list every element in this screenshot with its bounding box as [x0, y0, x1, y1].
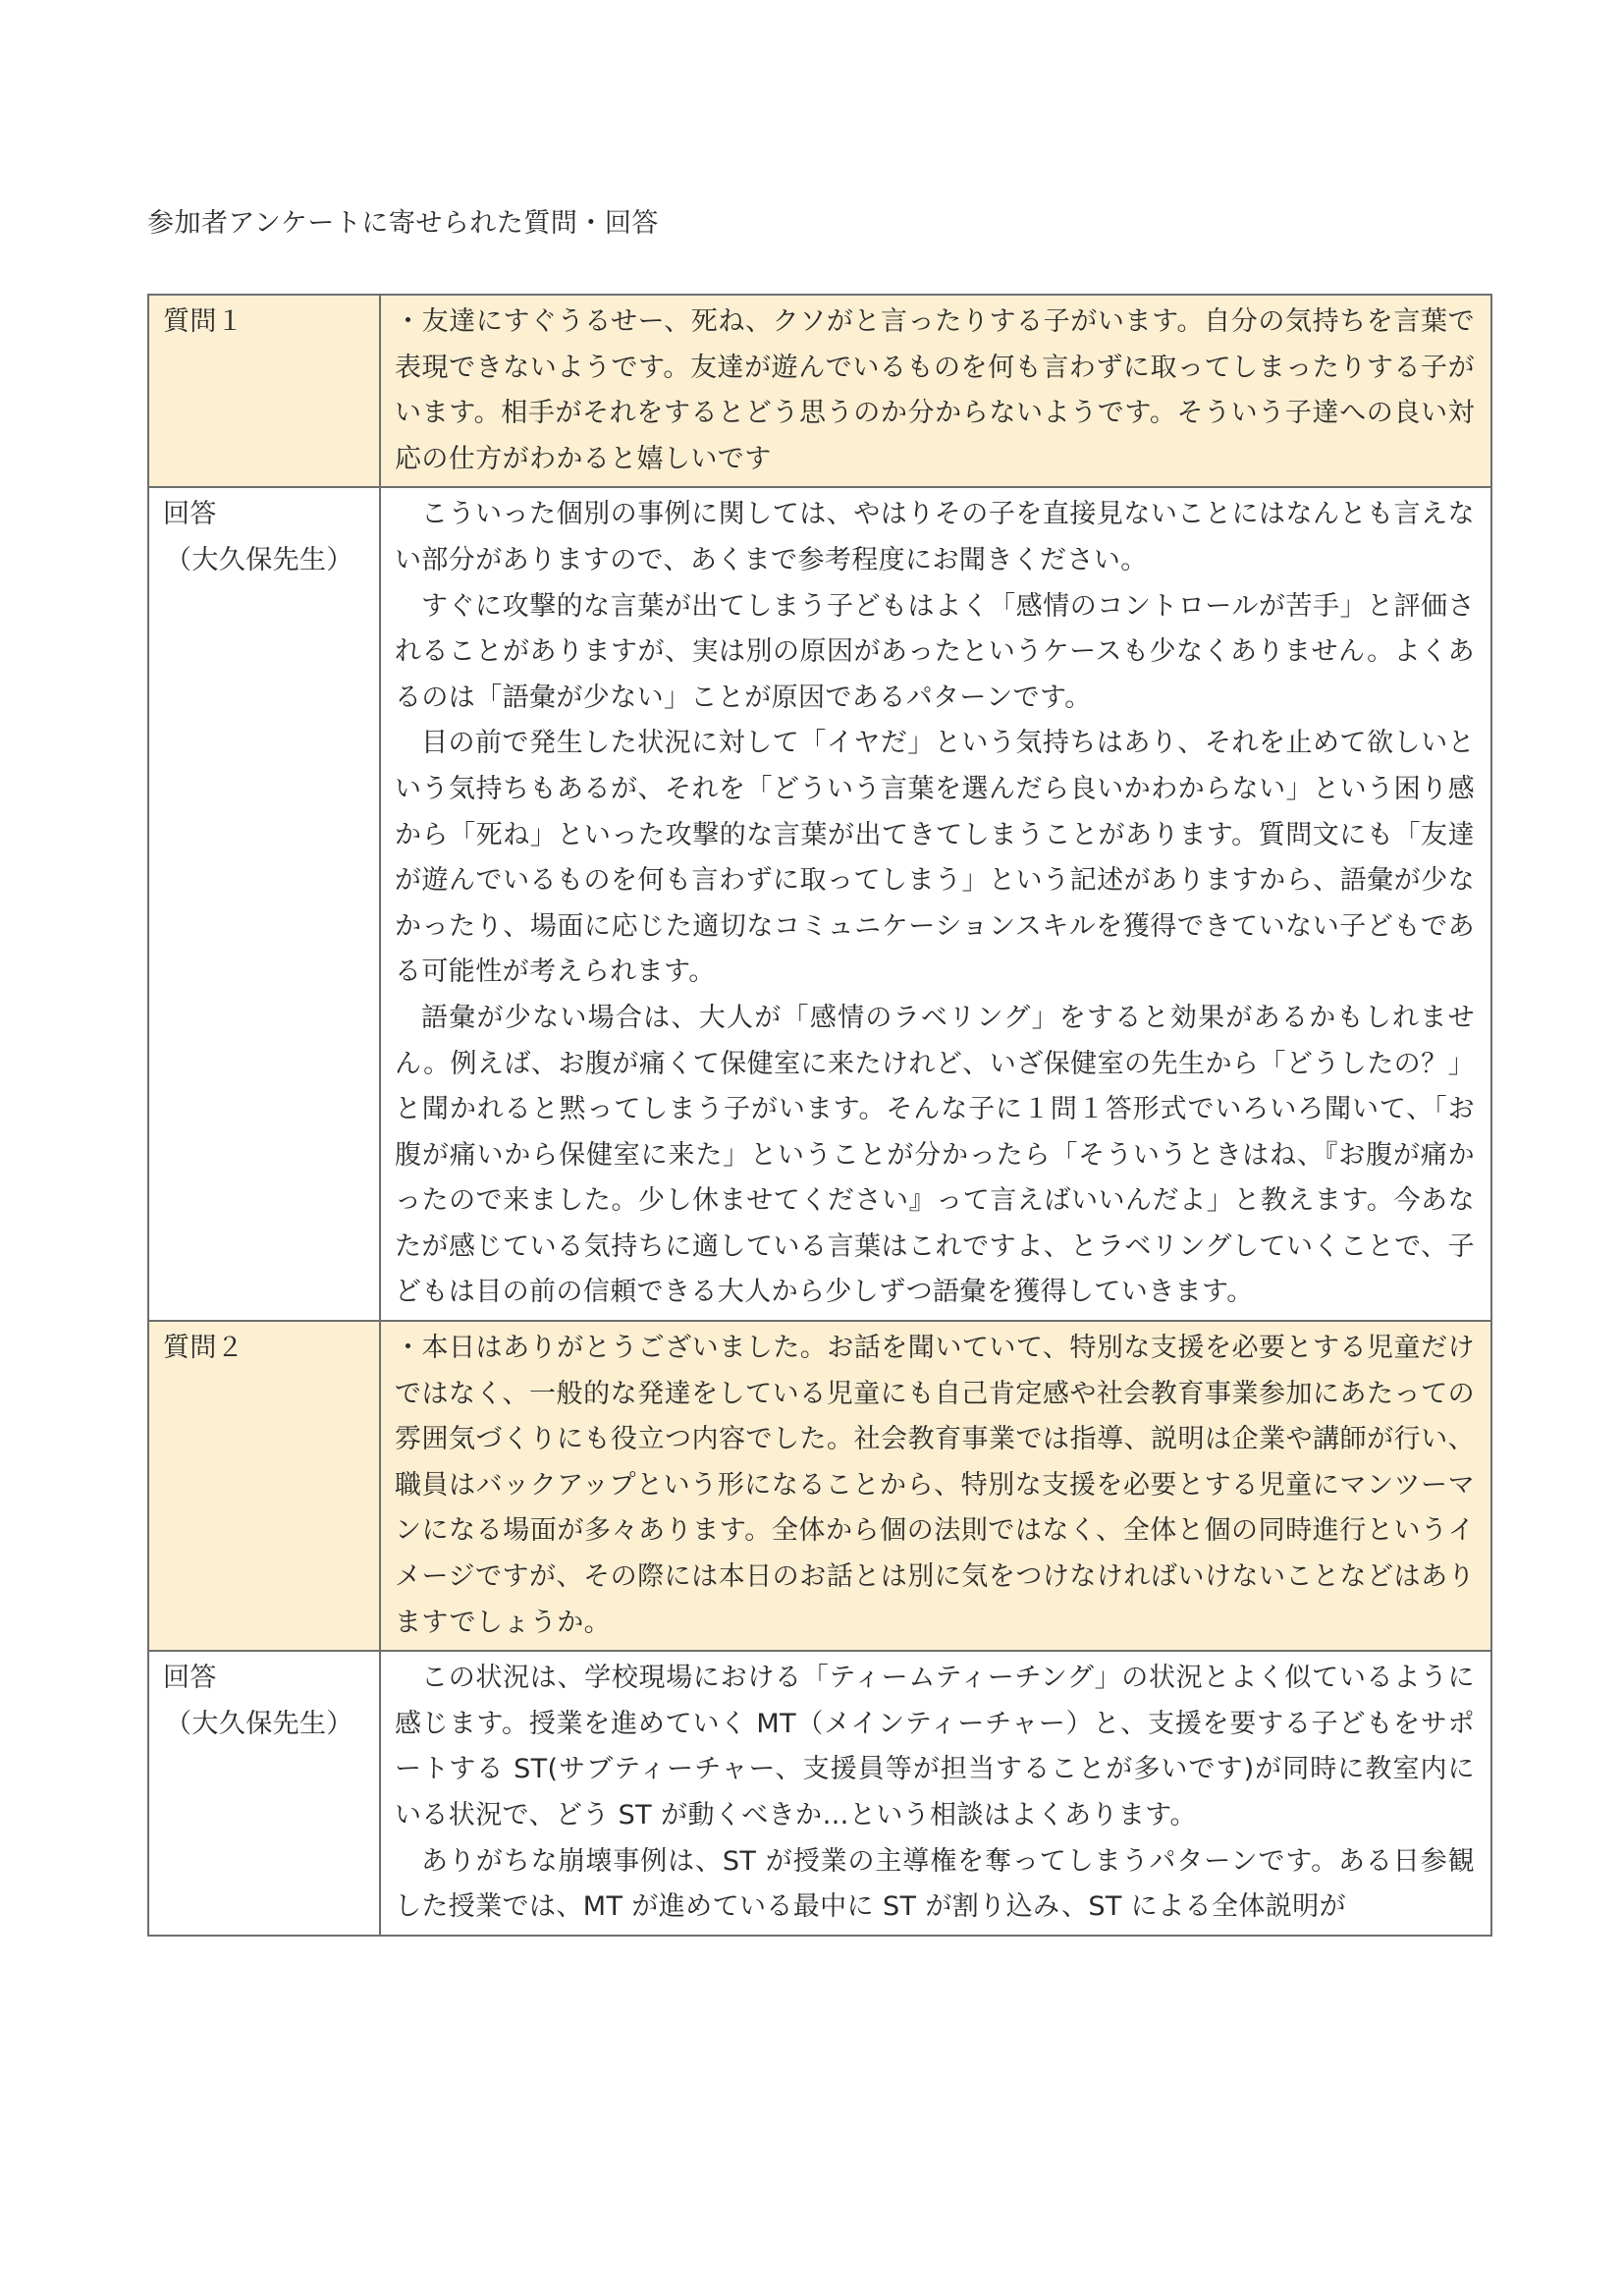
question-text: ・友達にすぐうるせー、死ね、クソがと言ったりする子がいます。自分の気持ちを言葉で表現できないようです。友達が遊んでいるものを何も言わずに取ってしまったりする子がいます。相手がそれをするとどう思うのか分からないようです。そういう子達への良い対応の仕方がわかると嬉しいです: [395, 306, 1475, 474]
qa-row-answer-2: [148, 1651, 1491, 1936]
qa-row-question-2: [148, 1321, 1491, 1651]
answer-body-cell: [380, 487, 1491, 1321]
answer-label-cell: [148, 487, 380, 1321]
answer-respondent: （大久保先生）: [165, 544, 353, 575]
answer-paragraph: こういった個別の事例に関しては、やはりその子を直接見ないことにはなんとも言えない部分がありますので、あくまで参考程度にお聞きください。: [395, 499, 1475, 575]
answer-label: 回答: [163, 499, 217, 530]
answer-label: 回答: [163, 1663, 217, 1694]
question-label: 質問１: [163, 306, 244, 337]
answer-paragraph: 目の前で発生した状況に対して「イヤだ」という気持ちはあり、それを止めて欲しいという気持ちもあるが、それを「どういう言葉を選んだら良いかわからない」という困り感から「死ね」といった攻撃的な言葉が出てきてしまうことがあります。質問文にも「友達が遊んでいるものを何も言わずに取ってしまう」という記述がありますから、語彙が少なかったり、場面に応じた適切なコミュニケーションスキルを獲得できていない子どもである可能性が考えられます。: [395, 728, 1475, 988]
question-text: ・本日はありがとうございました。お話を聞いていて、特別な支援を必要とする児童だけではなく、一般的な発達をしている児童にも自己肯定感や社会教育事業参加にあたっての雰囲気づくりにも役立つ内容でした。社会教育事業では指導、説明は企業や講師が行い、職員はバックアップという形になることから、特別な支援を必要とする児童にマンツーマンになる場面が多々あります。全体から個の法則ではなく、全体と個の同時進行というイメージですが、その際には本日のお話とは別に気をつけなければいけないことなどはありますでしょうか。: [395, 1333, 1475, 1638]
question-body-cell: [380, 295, 1491, 487]
answer-paragraph: この状況は、学校現場における「ティームティーチング」の状況とよく似ているように感じます。授業を進めていく MT（メインティーチャー）と、支援を要する子どもをサポートする ST(サブティーチャー、支援員等が担当することが多いです)が同時に教室内にいる状況で、どう ST が動くべきか…という相談はよくあります。: [395, 1663, 1475, 1831]
question-label-cell: [148, 295, 380, 487]
document-title: 参加者アンケートに寄せられた質問・回答: [147, 208, 659, 239]
answer-respondent: （大久保先生）: [165, 1708, 353, 1739]
answer-body-cell: [380, 1651, 1491, 1936]
answer-label-cell: [148, 1651, 380, 1936]
answer-paragraph: 語彙が少ない場合は、大人が「感情のラベリング」をすると効果があるかもしれません。例えば、お腹が痛くて保健室に来たけれど、いざ保健室の先生から「どうしたの？」と聞かれると黙ってしまう子がいます。そんな子に１問１答形式でいろいろ聞いて、「お腹が痛いから保健室に来た」ということが分かったら「そういうときはね、『お腹が痛かったので来ました。少し休ませてください』って言えばいいんだよ」と教えます。今あなたが感じている気持ちに適している言葉はこれですよ、とラベリングしていくことで、子どもは目の前の信頼できる大人から少しずつ語彙を獲得していきます。: [395, 1002, 1475, 1308]
question-body-cell: [380, 1321, 1491, 1651]
qa-row-question-1: [148, 295, 1491, 487]
qa-table: [147, 294, 1492, 1937]
qa-row-answer-1: [148, 487, 1491, 1321]
answer-paragraph: すぐに攻撃的な言葉が出てしまう子どもはよく「感情のコントロールが苦手」と評価されることがありますが、実は別の原因があったというケースも少なくありません。よくあるのは「語彙が少ない」ことが原因であるパターンです。: [395, 590, 1475, 713]
question-label-cell: [148, 1321, 380, 1651]
question-label: 質問２: [163, 1333, 244, 1364]
answer-paragraph: ありがちな崩壊事例は、ST が授業の主導権を奪ってしまうパターンです。ある日参観した授業では、MT が進めている最中に ST が割り込み、ST による全体説明が: [395, 1845, 1475, 1923]
